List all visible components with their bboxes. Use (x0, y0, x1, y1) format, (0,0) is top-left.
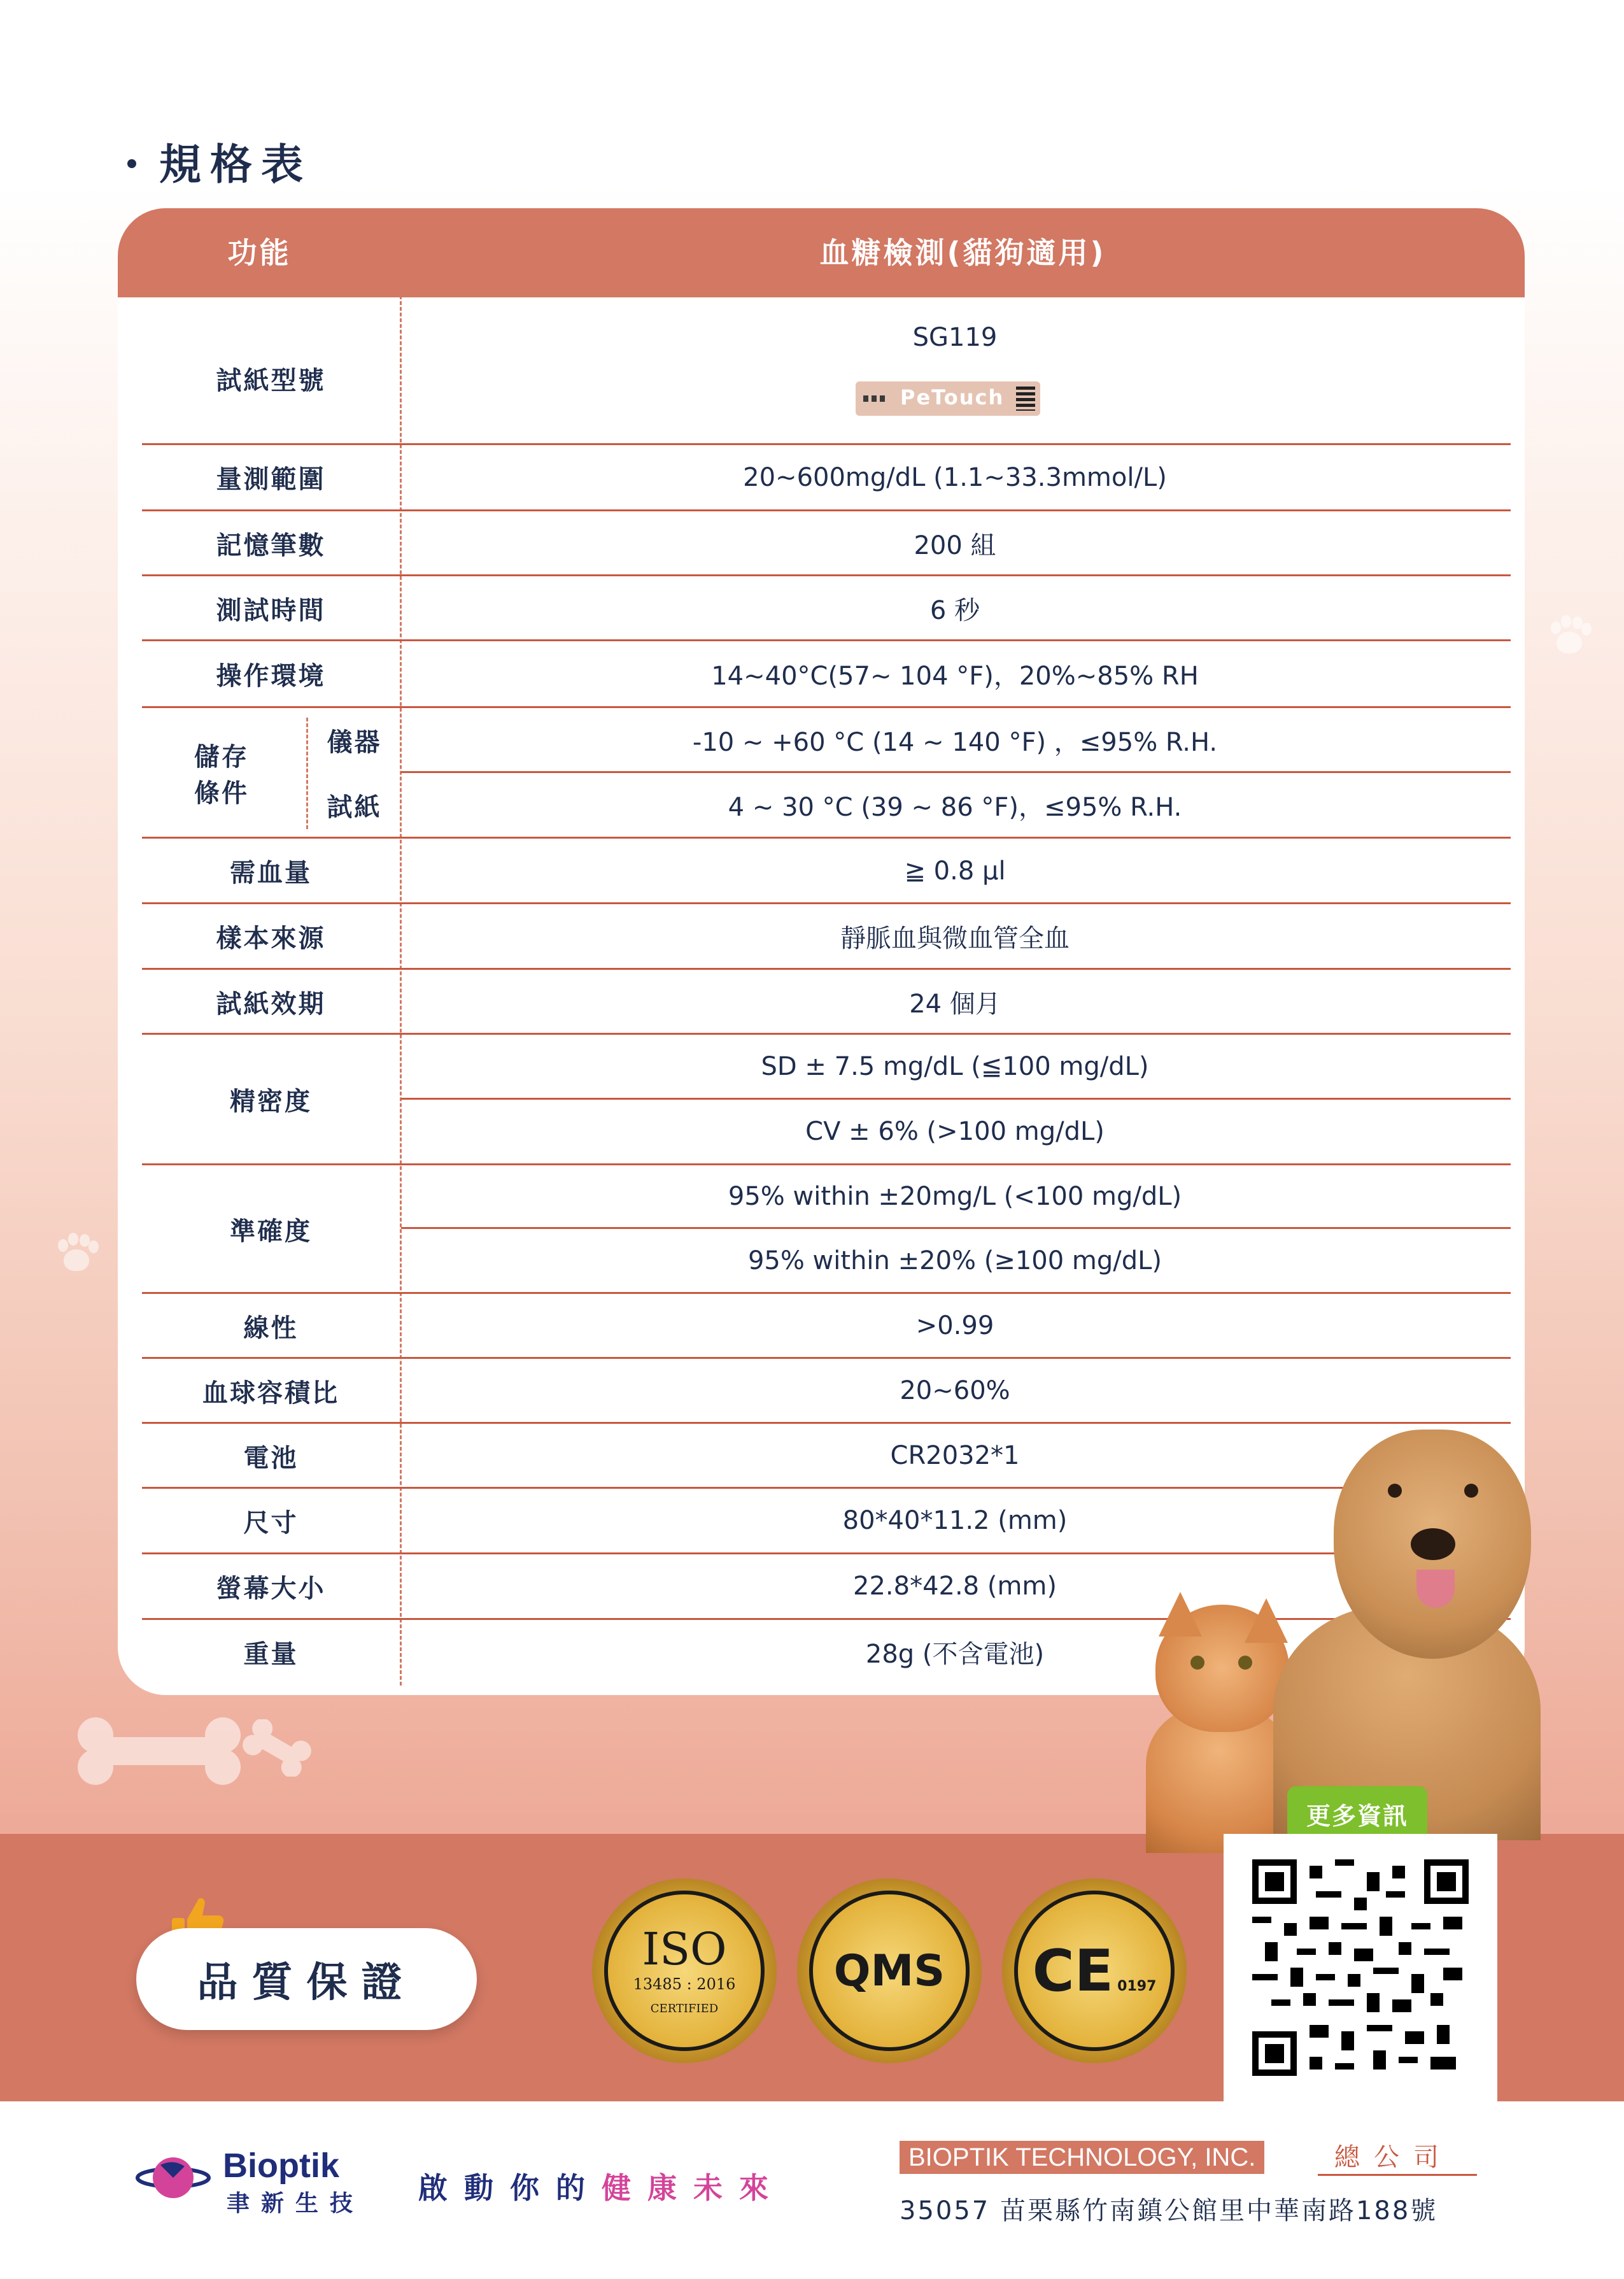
dog-eye (1388, 1484, 1402, 1498)
dog-tongue (1416, 1570, 1455, 1608)
row-value: 28g (不含電池) (865, 1639, 1045, 1669)
slogan-part2: 健康未來 (602, 2171, 785, 2205)
strip-brand: PeTouch (900, 385, 1005, 409)
iso-badge (592, 1878, 777, 2063)
row-label: 測試時間 (216, 595, 326, 625)
company-address: 35057 苗栗縣竹南鎮公館里中華南路188號 (900, 2196, 1438, 2226)
more-info-button[interactable]: 更多資訊 (1287, 1786, 1427, 1841)
bone-icon (242, 1719, 312, 1777)
brand-name-en: Bioptik (223, 2147, 339, 2185)
row-value: 22.8*42.8 (mm) (853, 1572, 1057, 1601)
quality-assurance-label: 品質保證 (136, 1928, 477, 2030)
headquarters-label: 總公司 (1334, 2143, 1453, 2172)
precision-value: CV ± 6% (>100 mg/dL) (805, 1117, 1105, 1146)
row-value: 200 組 (914, 530, 996, 560)
row-value-model: SG119 (912, 323, 998, 352)
qr-code-icon (1252, 1859, 1469, 2076)
row-value: >0.99 (915, 1311, 994, 1340)
precision-value: SD ± 7.5 mg/dL (≦100 mg/dL) (761, 1052, 1149, 1081)
ce-number: 0197 (1117, 1978, 1157, 1994)
bioptik-logo-icon (135, 2146, 211, 2210)
header-function: 功能 (227, 236, 292, 270)
qms-text: QMS (833, 1945, 945, 1996)
dog-eye (1464, 1484, 1478, 1498)
company-name-en: BIOPTIK TECHNOLOGY, INC. (900, 2141, 1264, 2174)
row-label: 尺寸 (243, 1508, 299, 1538)
paw-print-icon (1547, 618, 1592, 656)
row-label: 操作環境 (216, 661, 326, 691)
row-value: 20~600mg/dL (1.1~33.3mmol/L) (743, 462, 1167, 492)
bullet-icon (127, 159, 136, 168)
slogan (418, 2165, 785, 2207)
brand-name-zh: 聿新生技 (227, 2190, 365, 2217)
row-label: 試紙效期 (216, 989, 326, 1019)
row-label: 血球容積比 (202, 1378, 339, 1408)
bone-icon (76, 1713, 242, 1789)
table-header (118, 208, 1525, 297)
row-value: 80*40*11.2 (mm) (842, 1506, 1068, 1535)
row-label: 記憶筆數 (216, 530, 326, 560)
row-value: 靜脈血與微血管全血 (840, 923, 1070, 953)
row-label: 需血量 (230, 858, 312, 888)
row-value: 20~60% (900, 1376, 1010, 1405)
row-label: 樣本來源 (216, 923, 326, 953)
row-label: 螢幕大小 (216, 1573, 326, 1603)
row-label-accuracy: 準確度 (230, 1216, 312, 1246)
cat-eye (1190, 1656, 1204, 1670)
slogan-part1: 啟動你的 (418, 2171, 602, 2205)
iso-title: ISO (642, 1922, 727, 1975)
divider (1318, 2174, 1477, 2176)
accuracy-value: 95% within ±20% (≥100 mg/dL) (747, 1246, 1162, 1275)
row-label: 電池 (243, 1443, 299, 1473)
ce-badge (1002, 1878, 1187, 2063)
page-title (127, 131, 312, 191)
storage-sub-label: 試紙 (327, 792, 382, 822)
storage-sub-value: -10 ~ +60 °C (14 ~ 140 °F) ，≤95% R.H. (692, 727, 1218, 757)
qms-badge (797, 1878, 982, 2063)
row-label-model: 試紙型號 (216, 366, 326, 395)
row-value: 14~40°C(57~ 104 °F)，20%~85% RH (711, 661, 1199, 691)
storage-label-line1: 儲存 (194, 742, 249, 772)
iso-number: 13485 : 2016 (633, 1975, 736, 1993)
cat-ear (1245, 1598, 1288, 1643)
spec-table (118, 208, 1525, 1695)
storage-sub-label: 儀器 (327, 727, 382, 757)
sub-column-divider (306, 718, 308, 829)
cat-eye (1238, 1656, 1252, 1670)
row-label: 重量 (243, 1639, 299, 1669)
paw-print-icon (54, 1235, 99, 1274)
row-value: 24 個月 (909, 989, 1001, 1019)
row-label: 量測範圍 (216, 465, 326, 494)
storage-sub-value: 4 ~ 30 °C (39 ~ 86 °F)，≤95% R.H. (728, 792, 1182, 822)
qr-code-panel[interactable] (1224, 1834, 1497, 2101)
row-label-storage (142, 708, 301, 837)
cat-ear (1159, 1592, 1202, 1636)
row-label: 線性 (243, 1313, 299, 1343)
page-title-text: 規格表 (159, 140, 312, 189)
iso-certified: CERTIFIED (650, 2001, 719, 2015)
accuracy-value: 95% within ±20mg/L (<100 mg/dL) (728, 1182, 1182, 1211)
row-value: 6 秒 (929, 595, 980, 625)
dog-nose (1411, 1528, 1455, 1560)
storage-label-line2: 條件 (194, 778, 249, 808)
row-value: ≧ 0.8 µl (904, 856, 1006, 886)
test-strip-image (856, 381, 1040, 416)
row-label-precision: 精密度 (230, 1087, 312, 1116)
ce-mark: CE (1032, 1937, 1114, 2005)
row-value: CR2032*1 (890, 1441, 1020, 1470)
header-value: 血糖檢測(貓狗適用) (819, 236, 1106, 270)
